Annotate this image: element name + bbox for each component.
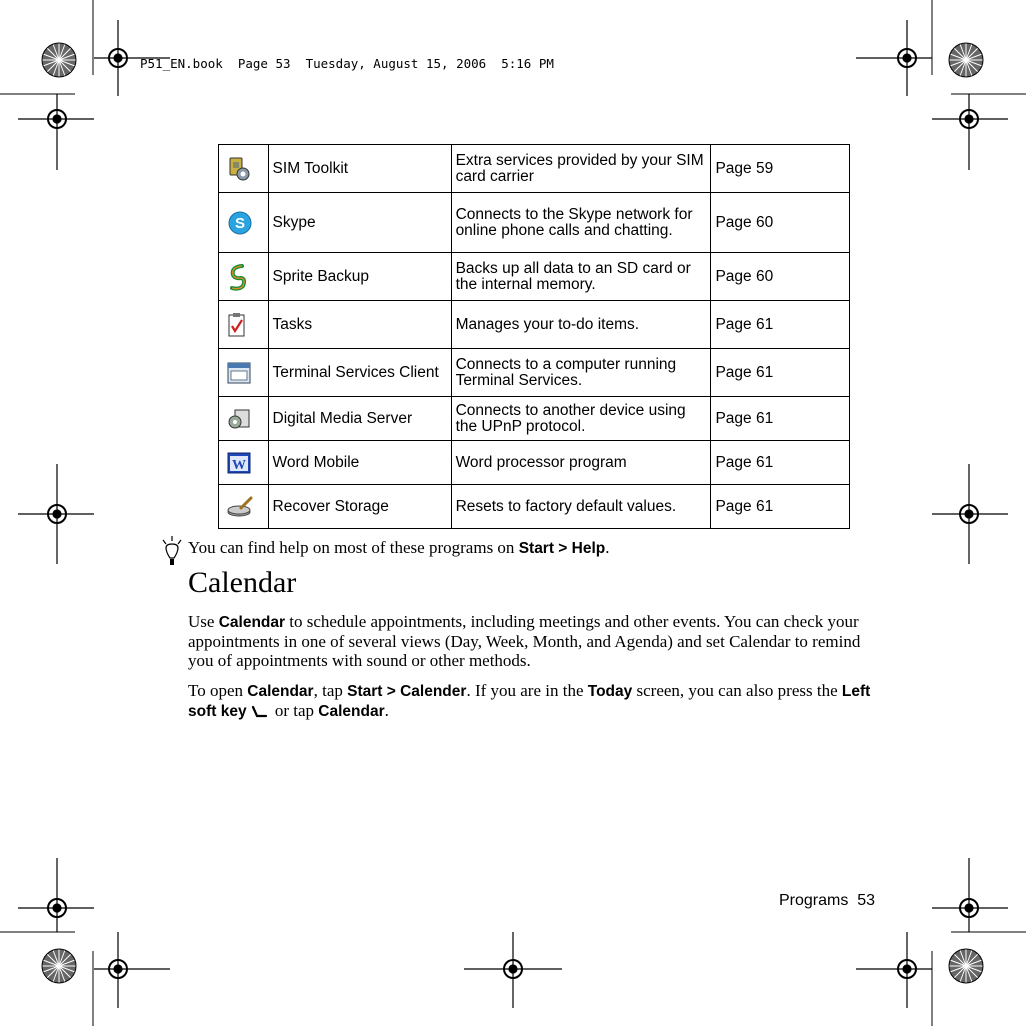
program-page: Page 60 (711, 253, 850, 301)
terminal-services-icon (227, 361, 251, 385)
icon-cell (219, 485, 269, 529)
tip-body: You can find help on most of these programs on (188, 538, 519, 557)
program-page: Page 61 (711, 397, 850, 441)
program-page: Page 61 (711, 441, 850, 485)
program-name: Skype (268, 193, 451, 253)
tip-end: . (605, 538, 610, 557)
table-row (219, 441, 850, 485)
sprite-backup-icon (227, 263, 249, 291)
text-run: Use (188, 612, 219, 631)
programs-table (218, 144, 850, 529)
program-description: Word processor program (451, 441, 711, 485)
svg-text:S: S (234, 214, 246, 232)
program-page: Page 61 (711, 349, 850, 397)
program-name: Terminal Services Client (268, 349, 451, 397)
calendar-description (188, 612, 888, 670)
icon-cell (219, 441, 269, 485)
table-row (219, 145, 850, 193)
program-description: Backs up all data to an SD card or the internal memory. (451, 253, 711, 301)
calendar-open-instructions (188, 681, 888, 721)
icon-cell (219, 301, 269, 349)
recover-storage-icon (227, 496, 255, 518)
program-name: Word Mobile (268, 441, 451, 485)
table-row (219, 193, 850, 253)
footer-section: Programs (779, 892, 849, 909)
tip-text (188, 538, 610, 558)
table-row (219, 397, 850, 441)
program-page: Page 61 (711, 485, 850, 529)
ui-reference: Calendar (318, 703, 385, 720)
skype-icon (227, 210, 253, 236)
left-soft-key-icon (250, 705, 268, 719)
page-footer (779, 892, 875, 910)
text-run: screen, you can also press the (632, 681, 842, 700)
program-name: Recover Storage (268, 485, 451, 529)
text-run: . If you are in the (466, 681, 588, 700)
tasks-icon (227, 312, 247, 338)
text-run: to schedule appointments, including meetings and other events. You can check your appointments in one of several views (Day, Week, Month, and Agenda) and set Calendar to remind you of appointments with sound or other methods. (188, 612, 861, 670)
program-name: Tasks (268, 301, 451, 349)
program-description: Connects to a computer running Terminal Services. (451, 349, 711, 397)
ui-reference: Calendar (218, 614, 286, 631)
icon-cell (219, 397, 269, 441)
sim-toolkit-icon (227, 156, 251, 182)
text-run: . (384, 701, 389, 720)
registration-mark-top-left-h (94, 20, 170, 96)
program-name: Digital Media Server (268, 397, 451, 441)
table-row (219, 349, 850, 397)
table-row (219, 301, 850, 349)
lightbulb-icon (160, 536, 184, 568)
program-description: Connects to another device using the UPnP protocol. (451, 397, 711, 441)
word-mobile-icon (227, 452, 251, 474)
svg-text:W: W (232, 457, 246, 473)
page-number: 53 (857, 892, 876, 909)
print-header: P51_EN.book Page 53 Tuesday, August 15, 2006 5:16 PM (140, 56, 554, 71)
ui-reference: Start > Calender (347, 683, 467, 700)
icon-cell (219, 145, 269, 193)
program-page: Page 59 (711, 145, 850, 193)
program-name: Sprite Backup (268, 253, 451, 301)
ui-reference: Today (587, 683, 633, 700)
program-name: SIM Toolkit (268, 145, 451, 193)
digital-media-server-icon (227, 408, 251, 430)
table-row (219, 485, 850, 529)
program-page: Page 61 (711, 301, 850, 349)
table-row (219, 253, 850, 301)
text-run: , tap (313, 681, 348, 700)
tip-ui-reference: Start > Help (518, 540, 606, 557)
icon-cell (219, 253, 269, 301)
icon-cell (219, 349, 269, 397)
ui-reference: Calendar (247, 683, 314, 700)
program-description: Manages your to-do items. (451, 301, 711, 349)
icon-cell (219, 193, 269, 253)
program-description: Extra services provided by your SIM card carrier (451, 145, 711, 193)
text-run: To open (188, 681, 248, 700)
ui-reference: Left soft key (188, 683, 871, 720)
program-page: Page 60 (711, 193, 850, 253)
text-run: or tap (270, 701, 319, 720)
program-description: Resets to factory default values. (451, 485, 711, 529)
section-heading: Calendar (188, 566, 297, 599)
program-description: Connects to the Skype network for online phone calls and chatting. (451, 193, 711, 253)
